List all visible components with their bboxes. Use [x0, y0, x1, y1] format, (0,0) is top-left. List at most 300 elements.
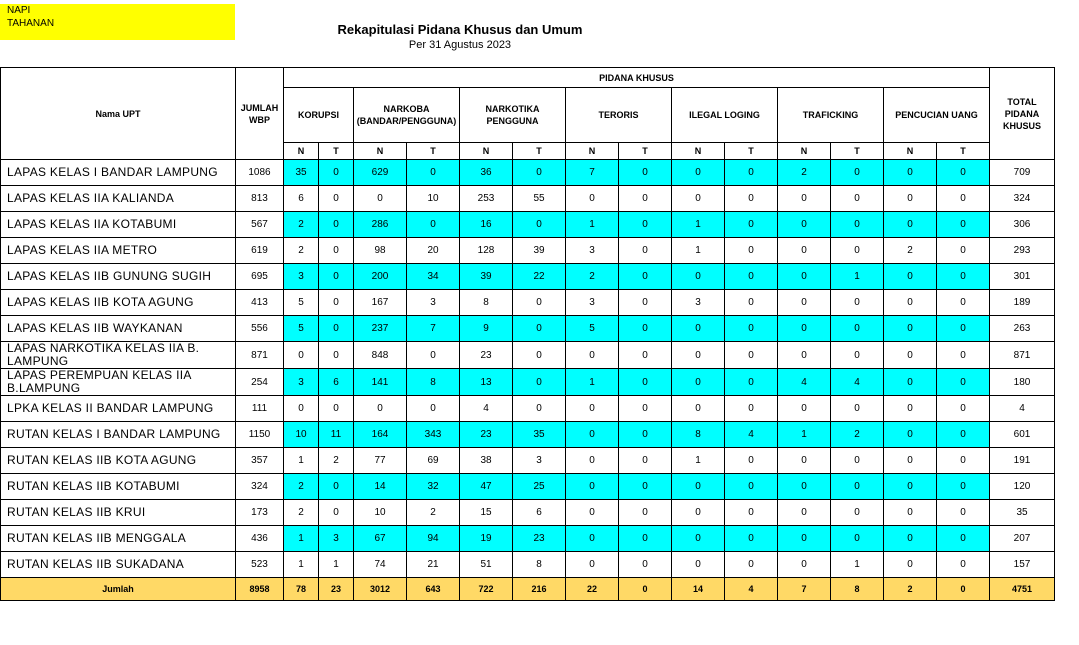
cell-value: 0 — [672, 500, 725, 526]
cell-value: 2 — [831, 422, 884, 448]
cell-value: 0 — [937, 552, 990, 578]
cell-value: 69 — [407, 448, 460, 474]
cell-value: 0 — [407, 160, 460, 186]
table-row — [1, 422, 1055, 448]
cell-value: 2 — [284, 212, 319, 238]
cell-value: 0 — [725, 342, 778, 369]
header-category: TERORIS — [566, 88, 672, 143]
header-category: ILEGAL LOGING — [672, 88, 778, 143]
cell-value: 0 — [884, 264, 937, 290]
cell-value: 0 — [513, 396, 566, 422]
cell-value: 0 — [831, 160, 884, 186]
cell-value: 0 — [778, 448, 831, 474]
cell-value: 0 — [672, 526, 725, 552]
cell-value: 0 — [725, 186, 778, 212]
table-row — [1, 160, 1055, 186]
cell-value: 47 — [460, 474, 513, 500]
cell-total: 293 — [990, 238, 1055, 264]
table-row — [1, 526, 1055, 552]
cell-value: 0 — [566, 186, 619, 212]
header-total: TOTAL PIDANA KHUSUS — [990, 68, 1055, 160]
page-subtitle: Per 31 Agustus 2023 — [408, 39, 512, 51]
cell-wbp: 413 — [236, 290, 284, 316]
cell-value: 0 — [619, 422, 672, 448]
cell-value: 0 — [566, 448, 619, 474]
cell-value: 0 — [937, 422, 990, 448]
cell-value: 4 — [778, 369, 831, 396]
cell-value: 0 — [884, 186, 937, 212]
header-n: N — [884, 143, 937, 160]
cell-value: 0 — [513, 369, 566, 396]
cell-value: 0 — [319, 238, 354, 264]
table-row — [1, 474, 1055, 500]
cell-value: 0 — [319, 264, 354, 290]
cell-value: 200 — [354, 264, 407, 290]
cell-value: 343 — [407, 422, 460, 448]
cell-value: 0 — [778, 526, 831, 552]
cell-value: 0 — [513, 316, 566, 342]
header-n: N — [566, 143, 619, 160]
cell-wbp: 567 — [236, 212, 284, 238]
cell-wbp: 871 — [236, 342, 284, 369]
cell-value: 2 — [407, 500, 460, 526]
cell-wbp: 523 — [236, 552, 284, 578]
cell-upt: RUTAN KELAS IIB SUKADANA — [1, 552, 236, 578]
cell-value: 0 — [884, 369, 937, 396]
cell-value: 0 — [937, 212, 990, 238]
cell-value: 0 — [937, 369, 990, 396]
footer-value: 2 — [884, 578, 937, 601]
cell-upt: LAPAS KELAS I BANDAR LAMPUNG — [1, 160, 236, 186]
cell-value: 0 — [884, 448, 937, 474]
cell-value: 10 — [284, 422, 319, 448]
cell-value: 3 — [319, 526, 354, 552]
cell-value: 0 — [831, 474, 884, 500]
table-row — [1, 500, 1055, 526]
cell-value: 629 — [354, 160, 407, 186]
cell-value: 1 — [672, 448, 725, 474]
footer-value: 78 — [284, 578, 319, 601]
cell-value: 0 — [778, 500, 831, 526]
header-nama-upt: Nama UPT — [1, 68, 236, 160]
header-category: NARKOTIKA PENGGUNA — [460, 88, 566, 143]
cell-value: 0 — [778, 238, 831, 264]
cell-value: 0 — [937, 160, 990, 186]
cell-value: 7 — [566, 160, 619, 186]
page-title: Rekapitulasi Pidana Khusus dan Umum — [337, 22, 583, 37]
cell-value: 0 — [778, 552, 831, 578]
footer-value: 643 — [407, 578, 460, 601]
footer-value: 216 — [513, 578, 566, 601]
cell-upt: LAPAS KELAS IIB GUNUNG SUGIH — [1, 264, 236, 290]
cell-value: 0 — [831, 238, 884, 264]
header-category: KORUPSI — [284, 88, 354, 143]
cell-value: 3 — [672, 290, 725, 316]
cell-upt: LAPAS KELAS IIA KALIANDA — [1, 186, 236, 212]
cell-value: 3 — [513, 448, 566, 474]
header-category: NARKOBA (BANDAR/PENGGUNA) — [354, 88, 460, 143]
cell-total: 35 — [990, 500, 1055, 526]
cell-upt: LAPAS KELAS IIB KOTA AGUNG — [1, 290, 236, 316]
cell-value: 2 — [284, 474, 319, 500]
cell-value: 23 — [513, 526, 566, 552]
cell-value: 4 — [725, 422, 778, 448]
footer-value: 23 — [319, 578, 354, 601]
header-n: N — [778, 143, 831, 160]
table-row — [1, 396, 1055, 422]
cell-value: 8 — [513, 552, 566, 578]
cell-value: 25 — [513, 474, 566, 500]
cell-value: 1 — [566, 212, 619, 238]
cell-value: 0 — [319, 290, 354, 316]
cell-value: 98 — [354, 238, 407, 264]
cell-value: 0 — [319, 474, 354, 500]
cell-value: 4 — [831, 369, 884, 396]
cell-value: 14 — [354, 474, 407, 500]
cell-value: 0 — [619, 160, 672, 186]
cell-value: 0 — [354, 186, 407, 212]
header-n: N — [284, 143, 319, 160]
table-row — [1, 552, 1055, 578]
header-t: T — [319, 143, 354, 160]
cell-upt: LAPAS KELAS IIB WAYKANAN — [1, 316, 236, 342]
cell-value: 0 — [354, 396, 407, 422]
table-row — [1, 290, 1055, 316]
cell-value: 1 — [831, 552, 884, 578]
cell-value: 13 — [460, 369, 513, 396]
cell-value: 1 — [778, 422, 831, 448]
cell-upt: RUTAN KELAS IIB KRUI — [1, 500, 236, 526]
cell-upt: LAPAS NARKOTIKA KELAS IIA B. LAMPUNG — [1, 342, 236, 369]
cell-value: 0 — [619, 369, 672, 396]
cell-value: 0 — [831, 526, 884, 552]
cell-value: 0 — [619, 448, 672, 474]
cell-value: 0 — [937, 316, 990, 342]
cell-total: 4 — [990, 396, 1055, 422]
cell-value: 0 — [831, 448, 884, 474]
footer-value: 722 — [460, 578, 513, 601]
cell-value: 0 — [778, 474, 831, 500]
cell-value: 0 — [884, 212, 937, 238]
cell-value: 2 — [566, 264, 619, 290]
cell-value: 0 — [937, 526, 990, 552]
cell-value: 3 — [566, 238, 619, 264]
cell-value: 0 — [725, 396, 778, 422]
cell-value: 11 — [319, 422, 354, 448]
cell-value: 0 — [619, 474, 672, 500]
cell-value: 9 — [460, 316, 513, 342]
footer-value: 7 — [778, 578, 831, 601]
cell-value: 7 — [407, 316, 460, 342]
cell-value: 8 — [407, 369, 460, 396]
cell-value: 10 — [354, 500, 407, 526]
cell-value: 55 — [513, 186, 566, 212]
cell-value: 2 — [319, 448, 354, 474]
cell-value: 6 — [284, 186, 319, 212]
table-row — [1, 369, 1055, 396]
cell-value: 0 — [319, 396, 354, 422]
table-row — [1, 264, 1055, 290]
cell-value: 0 — [831, 500, 884, 526]
cell-value: 0 — [619, 290, 672, 316]
cell-value: 0 — [319, 186, 354, 212]
table-row — [1, 342, 1055, 369]
cell-value: 0 — [672, 369, 725, 396]
cell-value: 5 — [284, 290, 319, 316]
cell-value: 0 — [937, 238, 990, 264]
cell-total: 301 — [990, 264, 1055, 290]
header-category: PENCUCIAN UANG — [884, 88, 990, 143]
cell-wbp: 695 — [236, 264, 284, 290]
cell-value: 8 — [460, 290, 513, 316]
cell-value: 1 — [319, 552, 354, 578]
cell-value: 67 — [354, 526, 407, 552]
cell-total: 871 — [990, 342, 1055, 369]
cell-value: 2 — [884, 238, 937, 264]
cell-value: 0 — [619, 500, 672, 526]
cell-value: 0 — [725, 474, 778, 500]
cell-value: 253 — [460, 186, 513, 212]
cell-value: 32 — [407, 474, 460, 500]
name-box-line2: TAHANAN — [7, 18, 55, 29]
cell-value: 0 — [725, 264, 778, 290]
cell-value: 0 — [513, 342, 566, 369]
footer-value: 0 — [619, 578, 672, 601]
cell-value: 0 — [672, 474, 725, 500]
cell-value: 164 — [354, 422, 407, 448]
cell-value: 141 — [354, 369, 407, 396]
cell-value: 0 — [884, 396, 937, 422]
cell-value: 1 — [672, 212, 725, 238]
header-t: T — [937, 143, 990, 160]
cell-value: 0 — [725, 500, 778, 526]
cell-wbp: 556 — [236, 316, 284, 342]
cell-value: 0 — [566, 422, 619, 448]
cell-value: 35 — [284, 160, 319, 186]
cell-value: 0 — [725, 369, 778, 396]
cell-value: 5 — [284, 316, 319, 342]
header-t: T — [513, 143, 566, 160]
header-jumlah-wbp: JUMLAH WBP — [236, 68, 284, 160]
cell-value: 94 — [407, 526, 460, 552]
cell-value: 0 — [513, 290, 566, 316]
cell-upt: LAPAS PEREMPUAN KELAS IIA B.LAMPUNG — [1, 369, 236, 396]
cell-value: 0 — [566, 552, 619, 578]
cell-total: 263 — [990, 316, 1055, 342]
cell-value: 22 — [513, 264, 566, 290]
cell-value: 20 — [407, 238, 460, 264]
cell-value: 0 — [725, 238, 778, 264]
cell-value: 0 — [513, 160, 566, 186]
cell-value: 0 — [619, 212, 672, 238]
cell-wbp: 324 — [236, 474, 284, 500]
cell-value: 0 — [672, 160, 725, 186]
cell-value: 0 — [884, 474, 937, 500]
cell-value: 0 — [725, 526, 778, 552]
cell-value: 167 — [354, 290, 407, 316]
cell-value: 0 — [778, 316, 831, 342]
cell-value: 23 — [460, 422, 513, 448]
header-t: T — [725, 143, 778, 160]
cell-value: 0 — [672, 342, 725, 369]
cell-value: 0 — [566, 474, 619, 500]
cell-value: 10 — [407, 186, 460, 212]
cell-value: 0 — [884, 500, 937, 526]
cell-value: 0 — [937, 448, 990, 474]
cell-value: 1 — [284, 526, 319, 552]
cell-value: 0 — [778, 290, 831, 316]
cell-value: 0 — [725, 212, 778, 238]
cell-value: 0 — [778, 396, 831, 422]
cell-value: 16 — [460, 212, 513, 238]
cell-value: 0 — [619, 264, 672, 290]
cell-upt: LAPAS KELAS IIA KOTABUMI — [1, 212, 236, 238]
cell-total: 324 — [990, 186, 1055, 212]
cell-wbp: 254 — [236, 369, 284, 396]
cell-value: 39 — [460, 264, 513, 290]
cell-value: 3 — [284, 369, 319, 396]
cell-value: 0 — [619, 526, 672, 552]
header-t: T — [619, 143, 672, 160]
cell-value: 0 — [407, 212, 460, 238]
cell-value: 0 — [672, 552, 725, 578]
header-pidana-khusus: PIDANA KHUSUS — [284, 68, 990, 88]
cell-value: 0 — [619, 238, 672, 264]
cell-upt: RUTAN KELAS IIB KOTA AGUNG — [1, 448, 236, 474]
cell-value: 8 — [672, 422, 725, 448]
cell-upt: LPKA KELAS II BANDAR LAMPUNG — [1, 396, 236, 422]
recap-table — [0, 67, 1055, 601]
cell-value: 237 — [354, 316, 407, 342]
footer-wbp: 8958 — [236, 578, 284, 601]
cell-value: 0 — [284, 342, 319, 369]
cell-value: 0 — [831, 186, 884, 212]
header-t: T — [831, 143, 884, 160]
cell-wbp: 619 — [236, 238, 284, 264]
table-row — [1, 212, 1055, 238]
cell-value: 0 — [319, 212, 354, 238]
cell-value: 0 — [884, 526, 937, 552]
cell-total: 157 — [990, 552, 1055, 578]
cell-total: 191 — [990, 448, 1055, 474]
cell-value: 0 — [619, 552, 672, 578]
cell-upt: LAPAS KELAS IIA METRO — [1, 238, 236, 264]
cell-value: 0 — [619, 186, 672, 212]
cell-upt: RUTAN KELAS IIB KOTABUMI — [1, 474, 236, 500]
table-row — [1, 186, 1055, 212]
cell-value: 0 — [831, 342, 884, 369]
cell-value: 0 — [319, 500, 354, 526]
cell-value: 1 — [831, 264, 884, 290]
cell-value: 35 — [513, 422, 566, 448]
cell-value: 0 — [619, 342, 672, 369]
cell-value: 0 — [319, 316, 354, 342]
cell-value: 6 — [319, 369, 354, 396]
cell-total: 189 — [990, 290, 1055, 316]
cell-value: 0 — [619, 396, 672, 422]
cell-value: 3 — [407, 290, 460, 316]
cell-value: 848 — [354, 342, 407, 369]
table-row — [1, 448, 1055, 474]
cell-value: 0 — [672, 316, 725, 342]
cell-value: 36 — [460, 160, 513, 186]
cell-value: 34 — [407, 264, 460, 290]
cell-value: 0 — [619, 316, 672, 342]
cell-value: 0 — [884, 342, 937, 369]
cell-value: 77 — [354, 448, 407, 474]
cell-value: 3 — [566, 290, 619, 316]
footer-label: Jumlah — [1, 578, 236, 601]
cell-value: 1 — [284, 552, 319, 578]
cell-total: 120 — [990, 474, 1055, 500]
cell-wbp: 1086 — [236, 160, 284, 186]
cell-value: 0 — [407, 396, 460, 422]
cell-value: 0 — [884, 160, 937, 186]
cell-value: 286 — [354, 212, 407, 238]
cell-value: 4 — [460, 396, 513, 422]
footer-value: 4 — [725, 578, 778, 601]
cell-value: 0 — [407, 342, 460, 369]
footer-total: 4751 — [990, 578, 1055, 601]
cell-value: 1 — [566, 369, 619, 396]
table-row — [1, 238, 1055, 264]
cell-value: 0 — [566, 396, 619, 422]
cell-value: 2 — [284, 500, 319, 526]
cell-total: 601 — [990, 422, 1055, 448]
cell-value: 0 — [937, 396, 990, 422]
cell-value: 23 — [460, 342, 513, 369]
header-n: N — [354, 143, 407, 160]
cell-value: 0 — [566, 342, 619, 369]
cell-wbp: 111 — [236, 396, 284, 422]
cell-value: 51 — [460, 552, 513, 578]
cell-value: 0 — [884, 552, 937, 578]
cell-value: 0 — [884, 290, 937, 316]
cell-wbp: 357 — [236, 448, 284, 474]
cell-value: 0 — [778, 342, 831, 369]
cell-value: 1 — [284, 448, 319, 474]
cell-value: 0 — [284, 396, 319, 422]
footer-value: 0 — [937, 578, 990, 601]
cell-value: 0 — [937, 342, 990, 369]
cell-value: 0 — [937, 264, 990, 290]
cell-value: 0 — [884, 422, 937, 448]
footer-value: 22 — [566, 578, 619, 601]
cell-value: 3 — [284, 264, 319, 290]
cell-value: 19 — [460, 526, 513, 552]
cell-value: 0 — [319, 160, 354, 186]
cell-value: 38 — [460, 448, 513, 474]
cell-value: 0 — [725, 290, 778, 316]
cell-value: 0 — [937, 290, 990, 316]
cell-wbp: 813 — [236, 186, 284, 212]
cell-value: 0 — [884, 316, 937, 342]
header-n: N — [460, 143, 513, 160]
cell-value: 0 — [831, 316, 884, 342]
cell-value: 0 — [937, 474, 990, 500]
cell-value: 0 — [937, 186, 990, 212]
cell-value: 0 — [566, 526, 619, 552]
cell-value: 0 — [725, 448, 778, 474]
cell-value: 0 — [672, 264, 725, 290]
cell-value: 0 — [725, 160, 778, 186]
cell-value: 0 — [778, 186, 831, 212]
cell-value: 0 — [778, 212, 831, 238]
name-box-line1: NAPI — [7, 5, 31, 16]
cell-total: 709 — [990, 160, 1055, 186]
cell-value: 2 — [778, 160, 831, 186]
cell-value: 15 — [460, 500, 513, 526]
